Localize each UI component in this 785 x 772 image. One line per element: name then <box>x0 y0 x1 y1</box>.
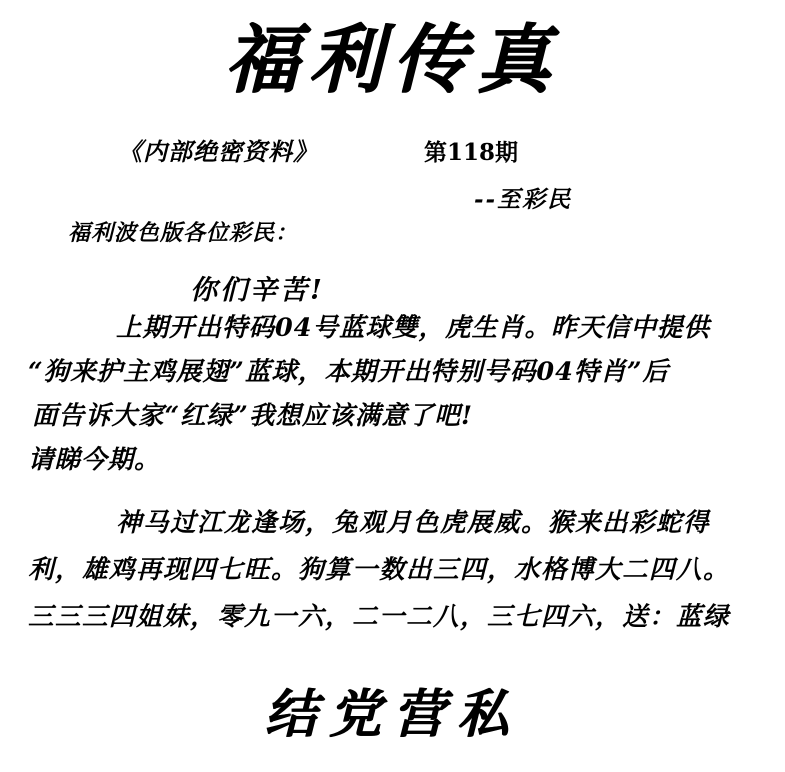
greeting-text: 你们辛苦! <box>190 275 325 306</box>
issue-number: 第118期 <box>424 139 519 166</box>
body-line: 面告诉大家“红绿”我想应该满意了吧! <box>32 401 474 431</box>
subtitle-row <box>0 132 785 164</box>
verse-line: 利，雄鸡再现四七旺。狗算一数出三四，水格博大二四八。 <box>28 555 731 585</box>
page-title: 福利传真 <box>224 17 561 103</box>
salutation-text: 福利波色版各位彩民： <box>68 220 299 246</box>
verse-line: 神马过江龙逢场，兔观月色虎展威。猴来出彩蛇得 <box>116 508 711 538</box>
verse-paragraph <box>28 500 768 641</box>
body-line: 上期开出特码04号蓝球雙，虎生肖。昨天信中提供 <box>116 313 710 343</box>
body-line: 请睇今期。 <box>28 445 161 475</box>
body-line: “狗来护主鸡展翅”蓝球，本期开出特别号码04特肖”后 <box>28 357 669 387</box>
verse-line: 三三三四姐妹，零九一六，二一二八，三七四六，送：蓝绿 <box>28 602 731 632</box>
footer-slogan: 结党营私 <box>264 684 521 745</box>
addressee-label: --至彩民 <box>474 186 573 213</box>
secret-material-label: 《内部绝密资料》 <box>118 137 318 166</box>
body-paragraph <box>28 306 764 482</box>
